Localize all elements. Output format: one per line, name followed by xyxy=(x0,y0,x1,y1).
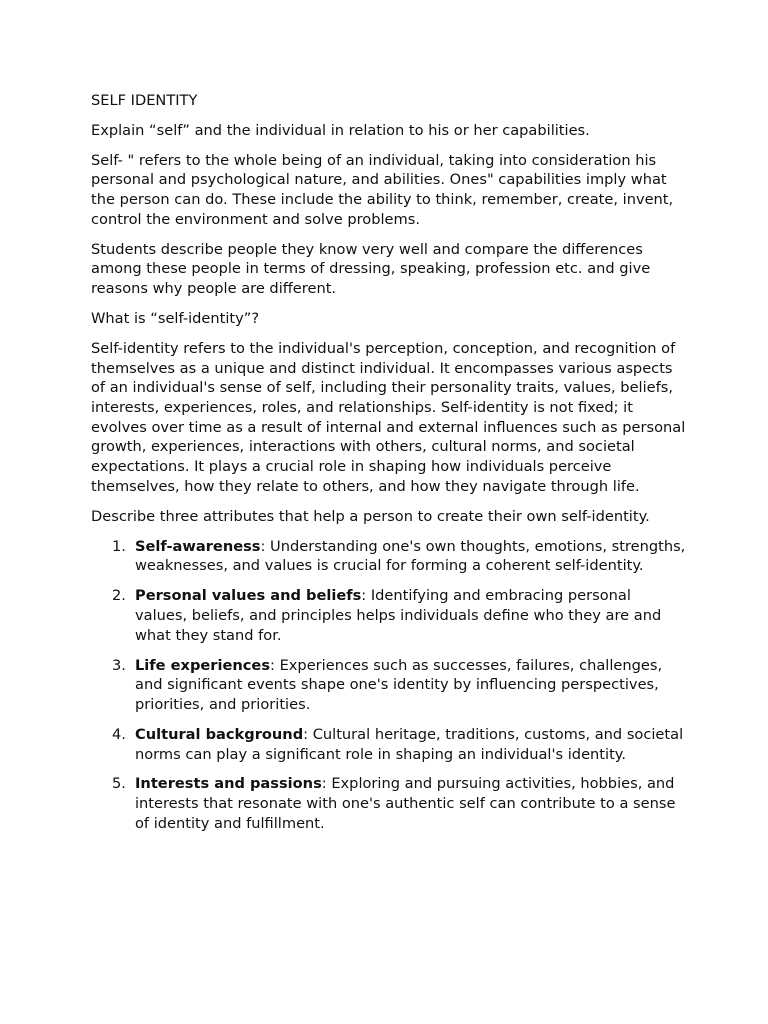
list-item-term: Personal values and beliefs xyxy=(135,587,362,605)
list-item-text: : Cultural heritage, traditions, customs, and societal norms can play a significant role in shaping an individual's identity. xyxy=(135,725,684,763)
attributes-list xyxy=(91,537,687,834)
list-item-number: 3. xyxy=(112,656,126,674)
list-item-term: Interests and passions xyxy=(135,775,322,793)
page-title: SELF IDENTITY xyxy=(91,92,198,109)
list-item-number: 2. xyxy=(112,587,126,605)
list-item xyxy=(91,586,687,645)
list-item xyxy=(91,656,687,715)
question-self-identity: What is “self-identity”? xyxy=(91,310,260,328)
list-item xyxy=(91,725,687,764)
list-item-number: 1. xyxy=(112,537,126,555)
answer-self: Self- " refers to the whole being of an individual, taking into consideration his personal and psychological nature, and abilities. Ones" capabilities imply what the person can do. These include the ability to think, remember, create, invent, control the environment and solve problems. xyxy=(91,151,674,228)
list-item-text: : Exploring and pursuing activities, hobbies, and interests that resonate with one's authentic self can contribute to a sense of identity and fulfillment. xyxy=(135,775,676,832)
question-self: Explain “self” and the individual in relation to his or her capabilities. xyxy=(91,121,590,139)
list-item-text: : Experiences such as successes, failures, challenges, and significant events shape one's identity by influencing perspectives, priorities, and priorities. xyxy=(135,656,663,713)
list-item-term: Self-awareness xyxy=(135,537,261,555)
list-item-text: : Identifying and embracing personal values, beliefs, and principles helps individuals define who they are and what they stand for. xyxy=(135,587,662,644)
list-item xyxy=(91,537,687,576)
list-item-number: 5. xyxy=(112,775,126,793)
list-item-number: 4. xyxy=(112,725,126,743)
activity-paragraph: Students describe people they know very well and compare the differences among these people in terms of dressing, speaking, profession etc. and give reasons why people are different. xyxy=(91,240,651,298)
question-attributes: Describe three attributes that help a person to create their own self-identity. xyxy=(91,507,650,525)
list-item-text: : Understanding one's own thoughts, emotions, strengths, weaknesses, and values is crucial for forming a coherent self-identity. xyxy=(135,537,686,575)
answer-self-identity: Self-identity refers to the individual's perception, conception, and recognition of themselves as a unique and distinct individual. It encompasses various aspects of an individual's sense of self, including their personality traits, values, beliefs, interests, experiences, roles, and relationships. Self-identity is not fixed; it evolves over time as a result of internal and external influences such as personal growth, experiences, interactions with others, cultural norms, and societal expectations. It plays a crucial role in shaping how individuals perceive themselves, how they relate to others, and how they navigate through life. xyxy=(91,339,686,495)
list-item-term: Cultural background xyxy=(135,725,304,743)
list-item xyxy=(91,774,687,833)
document-page xyxy=(91,91,687,844)
list-item-term: Life experiences xyxy=(135,656,271,674)
